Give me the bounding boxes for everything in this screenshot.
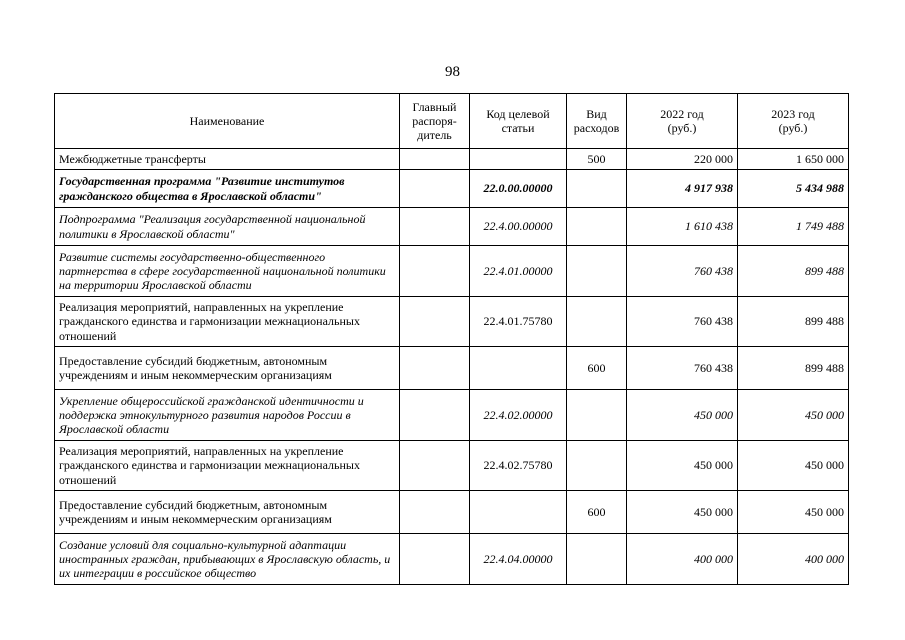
- ministry-cell: [400, 491, 470, 534]
- amount-2023-cell: 450 000: [738, 491, 849, 534]
- vid-cell: 600: [567, 491, 627, 534]
- table-row: [55, 170, 849, 208]
- ministry-cell: [400, 246, 470, 297]
- amount-2023-cell: 899 488: [738, 297, 849, 347]
- code-cell: 22.4.00.00000: [470, 208, 567, 246]
- code-cell: [470, 149, 567, 170]
- header-name: Наименование: [55, 94, 400, 149]
- name-cell: Межбюджетные трансферты: [55, 149, 400, 170]
- amount-2023-cell: 450 000: [738, 390, 849, 441]
- header-code: Код целевой статьи: [470, 94, 567, 149]
- vid-cell: [567, 246, 627, 297]
- vid-cell: [567, 534, 627, 585]
- amount-2022-cell: 400 000: [627, 534, 738, 585]
- header-2022: 2022 год (руб.): [627, 94, 738, 149]
- page-number: 98: [445, 64, 460, 80]
- name-cell: Подпрограмма "Реализация государственной национальной политики в Ярославской области": [55, 208, 400, 246]
- ministry-cell: [400, 534, 470, 585]
- ministry-cell: [400, 149, 470, 170]
- ministry-cell: [400, 390, 470, 441]
- table-row: [55, 534, 849, 585]
- amount-2023-cell: 899 488: [738, 347, 849, 390]
- amount-2023-cell: 899 488: [738, 246, 849, 297]
- amount-2023-cell: 400 000: [738, 534, 849, 585]
- vid-cell: [567, 208, 627, 246]
- table-row: [55, 208, 849, 246]
- amount-2022-cell: 450 000: [627, 390, 738, 441]
- ministry-cell: [400, 297, 470, 347]
- code-cell: 22.4.02.75780: [470, 441, 567, 491]
- amount-2022-cell: 220 000: [627, 149, 738, 170]
- amount-2023-cell: 1 650 000: [738, 149, 849, 170]
- amount-2022-cell: 450 000: [627, 441, 738, 491]
- table-row: [55, 347, 849, 390]
- vid-cell: [567, 297, 627, 347]
- table-row: [55, 297, 849, 347]
- budget-table: [54, 93, 849, 585]
- ministry-cell: [400, 441, 470, 491]
- code-cell: [470, 491, 567, 534]
- ministry-cell: [400, 347, 470, 390]
- code-cell: 22.4.01.75780: [470, 297, 567, 347]
- code-cell: 22.0.00.00000: [470, 170, 567, 208]
- ministry-cell: [400, 208, 470, 246]
- table-row: [55, 441, 849, 491]
- header-2023: 2023 год (руб.): [738, 94, 849, 149]
- code-cell: 22.4.04.00000: [470, 534, 567, 585]
- code-cell: 22.4.01.00000: [470, 246, 567, 297]
- amount-2023-cell: 450 000: [738, 441, 849, 491]
- amount-2023-cell: 5 434 988: [738, 170, 849, 208]
- amount-2022-cell: 450 000: [627, 491, 738, 534]
- header-vid: Вид расходов: [567, 94, 627, 149]
- name-cell: Государственная программа "Развитие институтов гражданского общества в Ярославской области": [55, 170, 400, 208]
- header-ministry: Главный распоря- дитель: [400, 94, 470, 149]
- name-cell: Предоставление субсидий бюджетным, автономным учреждениям и иным некоммерческим организациям: [55, 347, 400, 390]
- code-cell: 22.4.02.00000: [470, 390, 567, 441]
- amount-2022-cell: 1 610 438: [627, 208, 738, 246]
- amount-2023-cell: 1 749 488: [738, 208, 849, 246]
- ministry-cell: [400, 170, 470, 208]
- amount-2022-cell: 760 438: [627, 246, 738, 297]
- vid-cell: 500: [567, 149, 627, 170]
- table-body: [55, 149, 849, 585]
- name-cell: Предоставление субсидий бюджетным, автономным учреждениям и иным некоммерческим организациям: [55, 491, 400, 534]
- amount-2022-cell: 4 917 938: [627, 170, 738, 208]
- table-header: [55, 94, 849, 149]
- code-cell: [470, 347, 567, 390]
- amount-2022-cell: 760 438: [627, 347, 738, 390]
- table-row: [55, 390, 849, 441]
- table-row: [55, 491, 849, 534]
- vid-cell: [567, 170, 627, 208]
- name-cell: Реализация мероприятий, направленных на укрепление гражданского единства и гармонизации межнациональных отношений: [55, 441, 400, 491]
- vid-cell: [567, 390, 627, 441]
- amount-2022-cell: 760 438: [627, 297, 738, 347]
- vid-cell: 600: [567, 347, 627, 390]
- table-row: [55, 246, 849, 297]
- table-row: [55, 149, 849, 170]
- name-cell: Реализация мероприятий, направленных на укрепление гражданского единства и гармонизации межнациональных отношений: [55, 297, 400, 347]
- name-cell: Развитие системы государственно-общественного партнерства в сфере государственной национальной политики на территории Ярославской области: [55, 246, 400, 297]
- vid-cell: [567, 441, 627, 491]
- name-cell: Создание условий для социально-культурной адаптации иностранных граждан, прибывающих в Ярославскую область, и их интеграции в российское общество: [55, 534, 400, 585]
- name-cell: Укрепление общероссийской гражданской идентичности и поддержка этнокультурного развития народов России в Ярославской области: [55, 390, 400, 441]
